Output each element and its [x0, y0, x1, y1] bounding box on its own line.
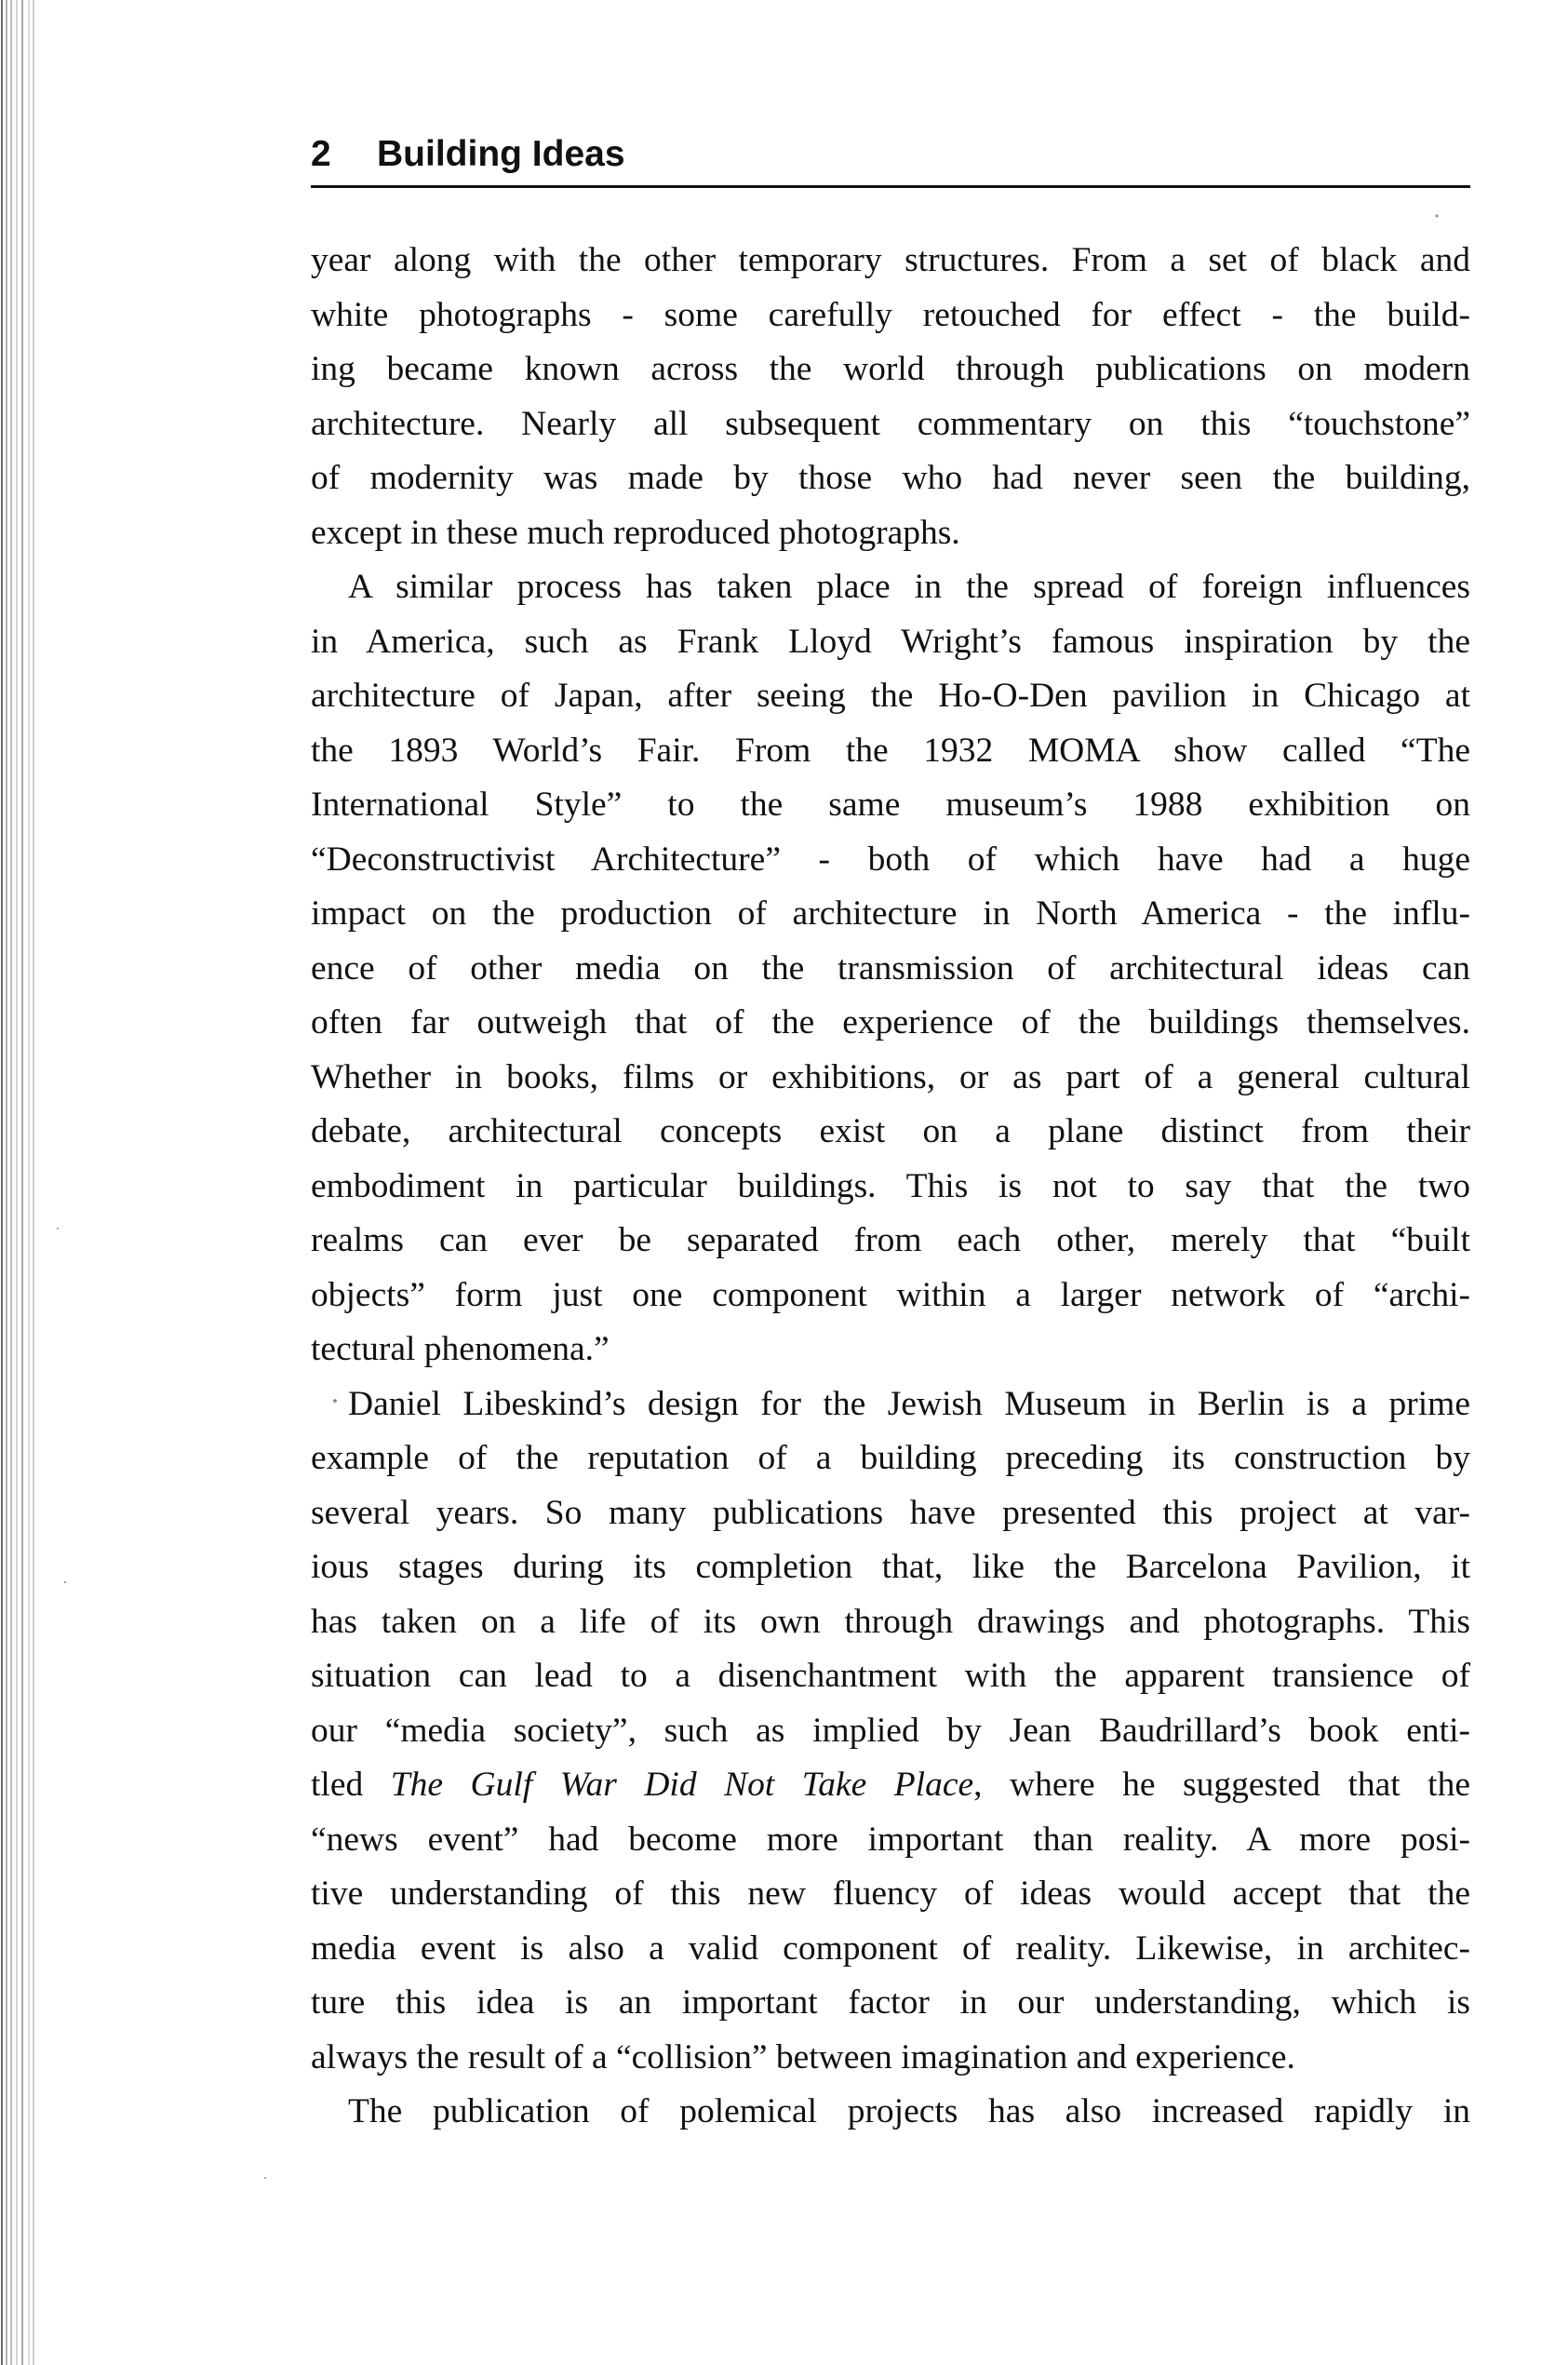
text-line: tled The Gulf War Did Not Take Place, where he suggested that the — [311, 1766, 1470, 1804]
page-number: 2 — [311, 134, 331, 174]
running-header — [311, 132, 1470, 188]
text-line: always the result of a “collision” between imagination and experience. — [311, 2037, 1295, 2076]
text-line: The publication of polemical projects has also increased rapidly in — [348, 2092, 1470, 2130]
text-line: ing became known across the world through publications on modern — [311, 350, 1470, 388]
text-line: tectural phenomena.” — [311, 1330, 610, 1368]
text-line: realms can ever be separated from each other, merely that “built — [311, 1221, 1470, 1259]
text-line: debate, architectural concepts exist on a plane distinct from their — [311, 1112, 1470, 1150]
text-line: in America, such as Frank Lloyd Wright’s famous inspiration by the — [311, 622, 1470, 661]
body-text — [311, 234, 1470, 2140]
book-title: The Gulf War Did Not Take Place — [390, 1766, 974, 1804]
text-line: “Deconstructivist Architecture” - both of which have had a huge — [311, 840, 1470, 879]
text-line: ence of other media on the transmission of architectural ideas can — [311, 948, 1470, 988]
text-line: ious stages during its completion that, like the Barcelona Pavilion, it — [311, 1548, 1470, 1586]
text-line: International Style” to the same museum’s 1988 exhibition on — [311, 786, 1470, 824]
text-line: “news event” had become more important than reality. A more posi- — [311, 1820, 1470, 1859]
text-line: has taken on a life of its own through drawings and photographs. This — [311, 1602, 1470, 1641]
text-line: A similar process has taken place in the spread of foreign influences — [348, 568, 1470, 606]
text-line: media event is also a valid component of reality. Likewise, in architec- — [311, 1928, 1470, 1968]
text-line: white photographs - some carefully retouched for effect - the build- — [311, 295, 1470, 334]
text-line: several years. So many publications have presented this project at var- — [311, 1493, 1470, 1532]
text-line: ture this idea is an important factor in our understanding, which is — [311, 1983, 1470, 2022]
text-line: year along with the other temporary structures. From a set of black and — [311, 241, 1470, 279]
text-line: often far outweigh that of the experience of the buildings themselves. — [311, 1003, 1470, 1041]
scan-binding-edge — [0, 0, 37, 2365]
text-line: our “media society”, such as implied by Jean Baudrillard’s book enti- — [311, 1711, 1470, 1750]
text-line: example of the reputation of a building preceding its construction by — [311, 1439, 1470, 1477]
text-line: except in these much reproduced photographs. — [311, 513, 960, 552]
text-line: tive understanding of this new fluency of ideas would accept that the — [311, 1875, 1470, 1913]
running-title: Building Ideas — [377, 134, 625, 174]
text-line: impact on the production of architecture in North America - the influ- — [311, 894, 1470, 933]
text-line: situation can lead to a disenchantment with the apparent transience of — [311, 1657, 1470, 1695]
text-line: architecture of Japan, after seeing the Ho-O-Den pavilion in Chicago at — [311, 677, 1470, 715]
text-line: of modernity was made by those who had never seen the building, — [311, 459, 1470, 497]
text-line: Daniel Libeskind’s design for the Jewish Museum in Berlin is a prime — [348, 1384, 1470, 1423]
text-line: the 1893 World’s Fair. From the 1932 MOMA show called “The — [311, 731, 1470, 770]
text-line: architecture. Nearly all subsequent commentary on this “touchstone” — [311, 404, 1470, 443]
text-line: embodiment in particular buildings. This is not to say that the two — [311, 1166, 1470, 1205]
text-line: Whether in books, films or exhibitions, or as part of a general cultural — [311, 1057, 1470, 1096]
text-line: objects” form just one component within a larger network of “archi- — [311, 1275, 1470, 1314]
